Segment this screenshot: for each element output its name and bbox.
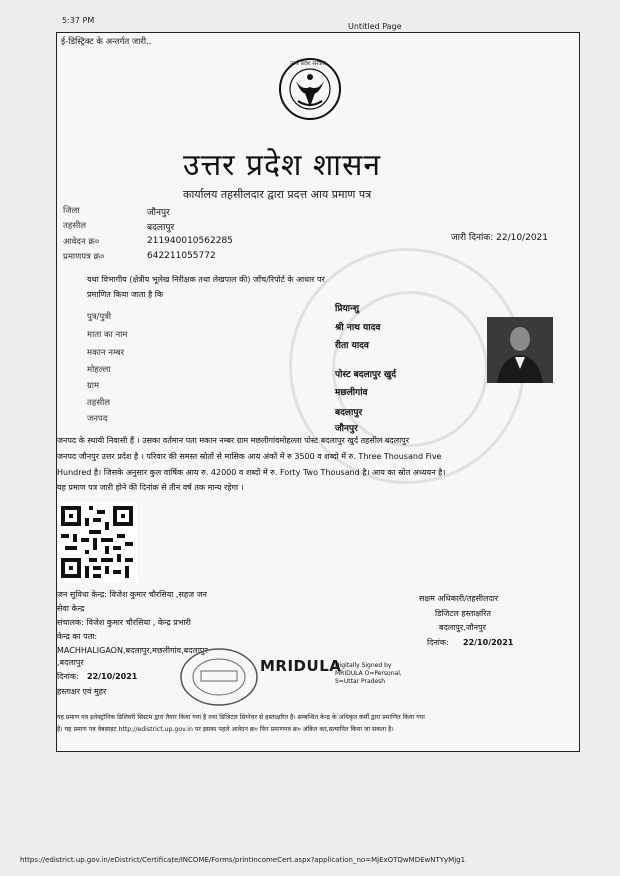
operator-date-label: दिनांक: <box>57 672 79 681</box>
field-value-post: पोस्ट बदलापुर खुर्द <box>335 370 397 380</box>
field-label-tehsil: तहसील <box>87 398 111 408</box>
field-value-name: प्रियान्शु <box>335 304 360 314</box>
print-time: 5:37 PM <box>62 16 95 25</box>
operator-address-cont: ,बदलापुर <box>57 658 84 667</box>
operator-center-cont: सेवा केन्द्र <box>57 604 85 613</box>
meta-value-application-no: 211940010562285 <box>147 236 233 246</box>
operator-center: जन सुविधा केन्द्र: विजेश कुमार चौरसिया ,सहज जन <box>57 590 207 599</box>
body-line-3: Hundred है। जिसके अनुसार कुल वार्षिक आय रु. 42000 व शब्दों में रु. Forty Two Thousand है। आय का स्रोत अध्ययन है। <box>57 468 446 477</box>
issue-date: जारी दिनांक: 22/10/2021 <box>451 233 548 243</box>
field-label-locality: मोहल्ला <box>87 365 111 375</box>
print-page-title: Untitled Page <box>348 22 402 31</box>
meta-value-certificate-no: 642211055772 <box>147 251 216 261</box>
footer-line-1: यह प्रमाण पत्र इलेक्ट्रॉनिक डिलिवरी सिस्टम द्वारा तैयार किया गया है तथा डिजिटल सिग्नेचर से हस्ताक्षरित है। सम्बन्धित केन्द्र के अधिकृत कर्मी द्वारा प्रमाणित किया गया <box>57 714 425 721</box>
operator-sign-label: हस्ताक्षर एवं मुहर <box>57 687 107 696</box>
meta-label-district: जिला <box>63 206 80 216</box>
operator-name: संचालक: विजेश कुमार चौरसिया , केन्द्र प्रभारी <box>57 618 191 627</box>
signature-name: MRIDULA <box>260 657 342 675</box>
page-subtitle: कार्यालय तहसीलदार द्वारा प्रदत्त आय प्रमाण पत्र <box>183 188 372 201</box>
signature-detail-3: S=Uttar Pradesh <box>335 678 386 685</box>
intro-line-1: यथा विभागीय (क्षेत्रीय भूलेख निरीक्षक तथा लेखपाल की) जाँच/रिपोर्ट के आधार पर <box>87 275 325 284</box>
header-note: ई-डिस्ट्रिक्ट के अन्तर्गत जारी.. <box>61 37 152 47</box>
operator-address: MACHHALIGAON,बदलापुर,मछलीगांव,बदलापुर <box>57 646 208 655</box>
print-url: https://edistrict.up.gov.in/eDistrict/Certificate/INCOME/Forms/printIncomeCert.aspx?application_no=MjExOTQwMDEwNTYyMjg1 <box>20 856 466 864</box>
field-value-mother: रीता यादव <box>335 341 369 351</box>
field-value-village: मछलीगांव <box>335 388 368 398</box>
certificate-sheet <box>56 32 580 752</box>
field-value-district: जौनपुर <box>335 424 358 434</box>
officer-title: सक्षम अधिकारी/तहसीलदार <box>419 594 499 603</box>
field-label-district: जनपद <box>87 414 108 424</box>
meta-label-certificate-no: प्रमाणपत्र क्र० <box>63 252 105 262</box>
officer-digital: डिजिटल हस्ताक्षरित <box>435 609 491 618</box>
field-value-father: श्री नाथ यादव <box>335 323 381 333</box>
intro-line-2: प्रमाणित किया जाता है कि <box>87 290 164 299</box>
emblem-text: उत्तर प्रदेश सरकार <box>290 61 327 67</box>
field-value-tehsil: बदलापुर <box>335 408 363 418</box>
meta-label-application-no: आवेदन क्र० <box>63 237 100 247</box>
field-label-house-no: मकान नम्बर <box>87 348 125 358</box>
body-line-1: जनपद के स्थायी निवासी हैं । उसका वर्तमान पता मकान नम्बर ग्राम मछलीगांवमोहल्ला पोस्ट बदलापुर खुर्द तहसील बदलापुर <box>57 436 409 445</box>
field-label-child-of: पुत्र/पुत्री <box>87 312 112 322</box>
up-emblem <box>278 57 342 121</box>
officer-date-label: दिनांक: <box>427 638 449 647</box>
meta-value-tehsil: बदलापुर <box>147 223 175 233</box>
footer-line-2: है। यह प्रमाण पत्र वेबसाइट http://edistrict.up.gov.in पर इसका पहले आवेदन क्र० फिर प्रमाणपत्र क्र० अंकित कर,सत्यापित किया जा सकता है। <box>57 726 394 733</box>
applicant-photo <box>487 317 553 383</box>
field-label-mother: माता का नाम <box>87 330 128 340</box>
operator-address-label: केन्द्र का पता: <box>57 632 98 641</box>
body-line-2: जनपद जौनपुर उत्तर प्रदेश है । परिवार की समस्त स्रोतों से मासिक आय अंकों में रु 3500 व शब्दो में रु. Three Thousand Five <box>57 452 442 461</box>
operator-date: 22/10/2021 <box>87 672 138 681</box>
meta-value-district: जौनपुर <box>147 208 170 218</box>
officer-date: 22/10/2021 <box>463 638 514 647</box>
field-label-village: ग्राम <box>87 381 100 391</box>
signature-detail-2: MRIDULA O=Personal, <box>335 670 402 677</box>
signature-detail-1: Digitally Signed by <box>335 662 392 669</box>
officer-location: बदलापुर,जौनपुर <box>439 623 486 632</box>
body-line-4: यह प्रमाण पत्र जारी होने की दिनांक से तीन वर्ष तक मान्य रहेगा । <box>57 483 244 492</box>
qr-code <box>57 501 137 583</box>
meta-label-tehsil: तहसील <box>63 221 87 231</box>
rubber-stamp <box>179 647 259 707</box>
page-title: उत्तर प्रदेश शासन <box>183 148 382 183</box>
